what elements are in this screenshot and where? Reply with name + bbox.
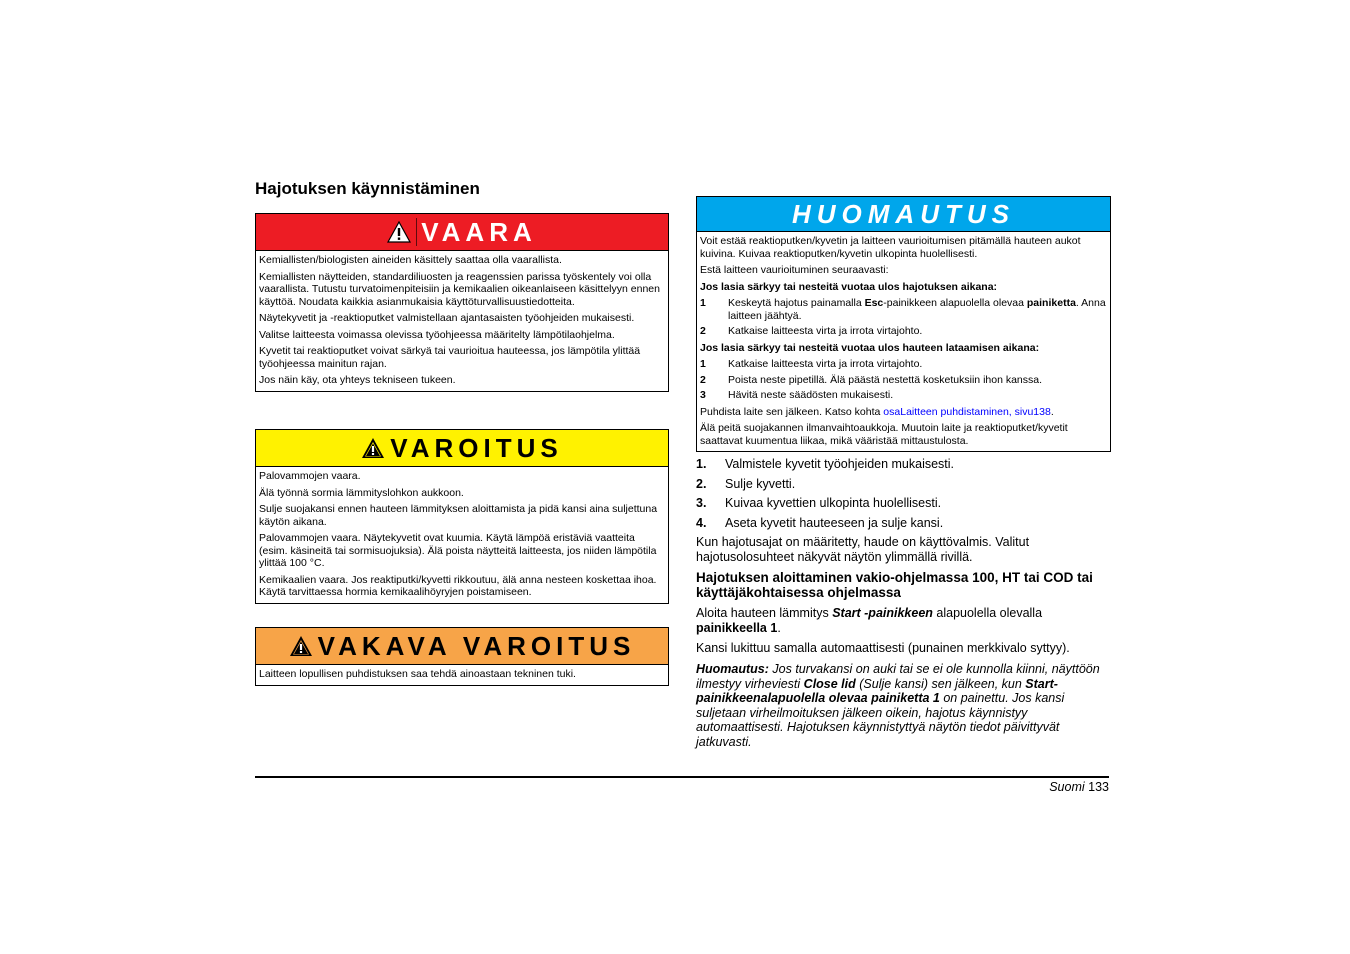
item-text: Katkaise laitteesta virta ja irrota virtajohto. [728,325,923,337]
warning-header [256,430,668,467]
danger-body [256,251,668,391]
warning-box [255,429,669,604]
notice-box [696,196,1111,452]
step-item: 2. Sulje kyvetti. [696,476,796,491]
step-item: 4. Aseta kyvetit hauteeseen ja sulje kansi. [696,515,944,530]
item-number: 1 [700,358,706,370]
danger-line: Kyvetit tai reaktioputket voivat särkyä tai vaurioitua hauteessa, jos lämpötila ylittää työohjeessa mainitun rajan. [259,345,641,370]
caution-label: VAKAVA VAROITUS [317,630,636,661]
procedure-steps [696,457,1111,535]
item-number: 2 [700,325,706,337]
item-text: Keskeytä hajotus painamalla Esc-painikkeen alapuolella olevaa painiketta. Anna laitteen jäähtyä. [728,297,1106,322]
warning-line: Älä työnnä sormia lämmityslohkon aukkoon. [259,486,464,499]
notice-subheading: Jos lasia särkyy tai nesteitä vuotaa ulos hauteen lataamisen aikana: [700,341,1040,354]
item-text: Hävitä neste säädösten mukaisesti. [728,389,894,401]
page-title: Hajotuksen käynnistäminen [255,179,480,198]
danger-line: Jos näin käy, ota yhteys tekniseen tukeen. [259,374,456,386]
item-number: 2 [700,373,706,386]
warning-line: Kemikaalien vaara. Jos reaktiputki/kyvetti rikkoutuu, älä anna nesteen koskettaa ihoa. Käytä tarvittaessa hormia kemikaalihöyryjen poistamiseen. [259,573,657,598]
warning-label: VAROITUS [390,432,563,463]
step-item: 3. Kuivaa kyvettien ulkopinta huolellisesti. [696,496,942,510]
notice-clean: Puhdista laite sen jälkeen. Katso kohta osaLaitteen puhdistaminen, sivu138. [700,405,1054,418]
list-item [700,325,1107,338]
notice-list-1 [700,297,1107,338]
list-item [700,358,1107,371]
warning-body [256,467,668,603]
notice-list-2 [700,358,1107,402]
item-text: Poista neste pipetillä. Älä päästä nestettä kosketuksiin ihon kanssa. [728,373,1043,386]
item-number: 3 [700,389,706,401]
item-number: 1 [700,297,706,309]
caution-box [255,627,669,686]
note-paragraph: Huomautus: Jos turvakansi on auki tai se ei ole kunnolla kiinni, näyttöön ilmestyy virheviesti Close lid (Sulje kansi) sen jälkeen, kun Start-painikkeenalapuolella olevaa painiketta 1 on painettu. Jos kansi suljetaan virheilmoituksen jälkeen oikein, hajotus käynnistyy automaattisesti. Hajotuksen käynnistyttyä näytön tiedot päivittyvät jatkuvasti. [696,662,1100,749]
danger-header [256,214,668,251]
warning-line: Sulje suojakansi ennen hauteen lämmityksen aloittamista ja pidä kansi aina suljettuna käytön aikana. [259,503,658,528]
notice-vent: Älä peitä suojakannen ilmanvaihtoaukkoja. Muutoin laite ja reaktioputket/kyvetit saattavat kuumentua liikaa, mikä vääristää mittaustulosta. [700,422,1068,447]
danger-line: Kemiallisten näytteiden, standardiliuosten ja reagenssien parissa työskentely voi olla vaarallista. Tutustu turvatoimenpiteisiin ja kemikaalien oikeanlaiseen käsittelyyn ennen käyttöä. Noudata kaikkia asianmukaisia käyttöturvallisuustiedotteita. [259,270,660,308]
list-item [700,389,1107,402]
notice-subheading: Jos lasia särkyy tai nesteitä vuotaa ulos hajotuksen aikana: [700,280,998,293]
warning-triangle-icon [289,635,313,657]
ready-paragraph: Kun hajotusajat on määritetty, haude on käyttövalmis. Valitut hajotusolosuhteet näkyvät näytön ylimmällä rivillä. [696,535,1030,564]
danger-box [255,213,669,392]
danger-line: Valitse laitteesta voimassa olevissa työohjeessa määritelty lämpötilaohjelma. [259,328,615,341]
warning-line: Palovammojen vaara. [259,470,361,482]
section-subheading: Hajotuksen aloittaminen vakio-ohjelmassa 100, HT tai COD tai käyttäjäkohtaisessa ohjelmassa [696,570,1093,600]
page-number: 133 [1088,780,1109,794]
list-item [700,374,1107,387]
notice-intro: Voit estää reaktioputken/kyvetin ja laitteen vaurioitumisen pitämällä hauteen aukot kuivina. Kuivaa reaktioputken/kyvetin ulkopinta huolellisesti. [700,235,1081,260]
caution-header [256,628,668,665]
footer-rule [255,776,1109,778]
footer-language: Suomi [1049,780,1085,794]
notice-header [697,197,1110,232]
danger-label: VAARA [421,216,537,247]
step-item: 1. Valmistele kyvetit työohjeiden mukaisesti. [696,457,955,471]
notice-intro2: Estä laitteen vaurioituminen seuraavasti: [700,264,889,276]
lock-paragraph: Kansi lukittuu samalla automaattisesti (punainen merkkivalo syttyy). [696,641,1070,655]
warning-triangle-icon [361,437,385,459]
danger-line: Näytekyvetit ja -reaktioputket valmistellaan ajantasaisten työohjeiden mukaisesti. [259,312,635,324]
notice-label: HUOMAUTUS [792,198,1015,229]
danger-line: Kemiallisten/biologisten aineiden käsittely saattaa olla vaarallista. [259,254,562,266]
cleaning-link[interactable]: osaLaitteen puhdistaminen, sivu138 [883,405,1051,418]
caution-line: Laitteen lopullisen puhdistuksen saa tehdä ainoastaan tekninen tuki. [259,668,576,680]
notice-body [697,232,1110,451]
header-divider [416,218,417,246]
warning-triangle-icon [387,221,411,243]
warning-line: Palovammojen vaara. Näytekyvetit ovat kuumia. Käytä lämpöä eristäviä vaatteita (esim. käsineitä tai sormisuojuksia). Älä poista näytteitä laitteesta, jos niiden lämpötila ylittää 100 °C. [259,532,657,569]
start-paragraph: Aloita hauteen lämmitys Start -painikkeen alapuolella olevalla painikkeella 1. [696,606,1043,635]
item-text: Katkaise laitteesta virta ja irrota virtajohto. [728,358,923,370]
page-footer [1049,780,1109,794]
caution-body [256,665,668,685]
list-item [700,297,1107,322]
